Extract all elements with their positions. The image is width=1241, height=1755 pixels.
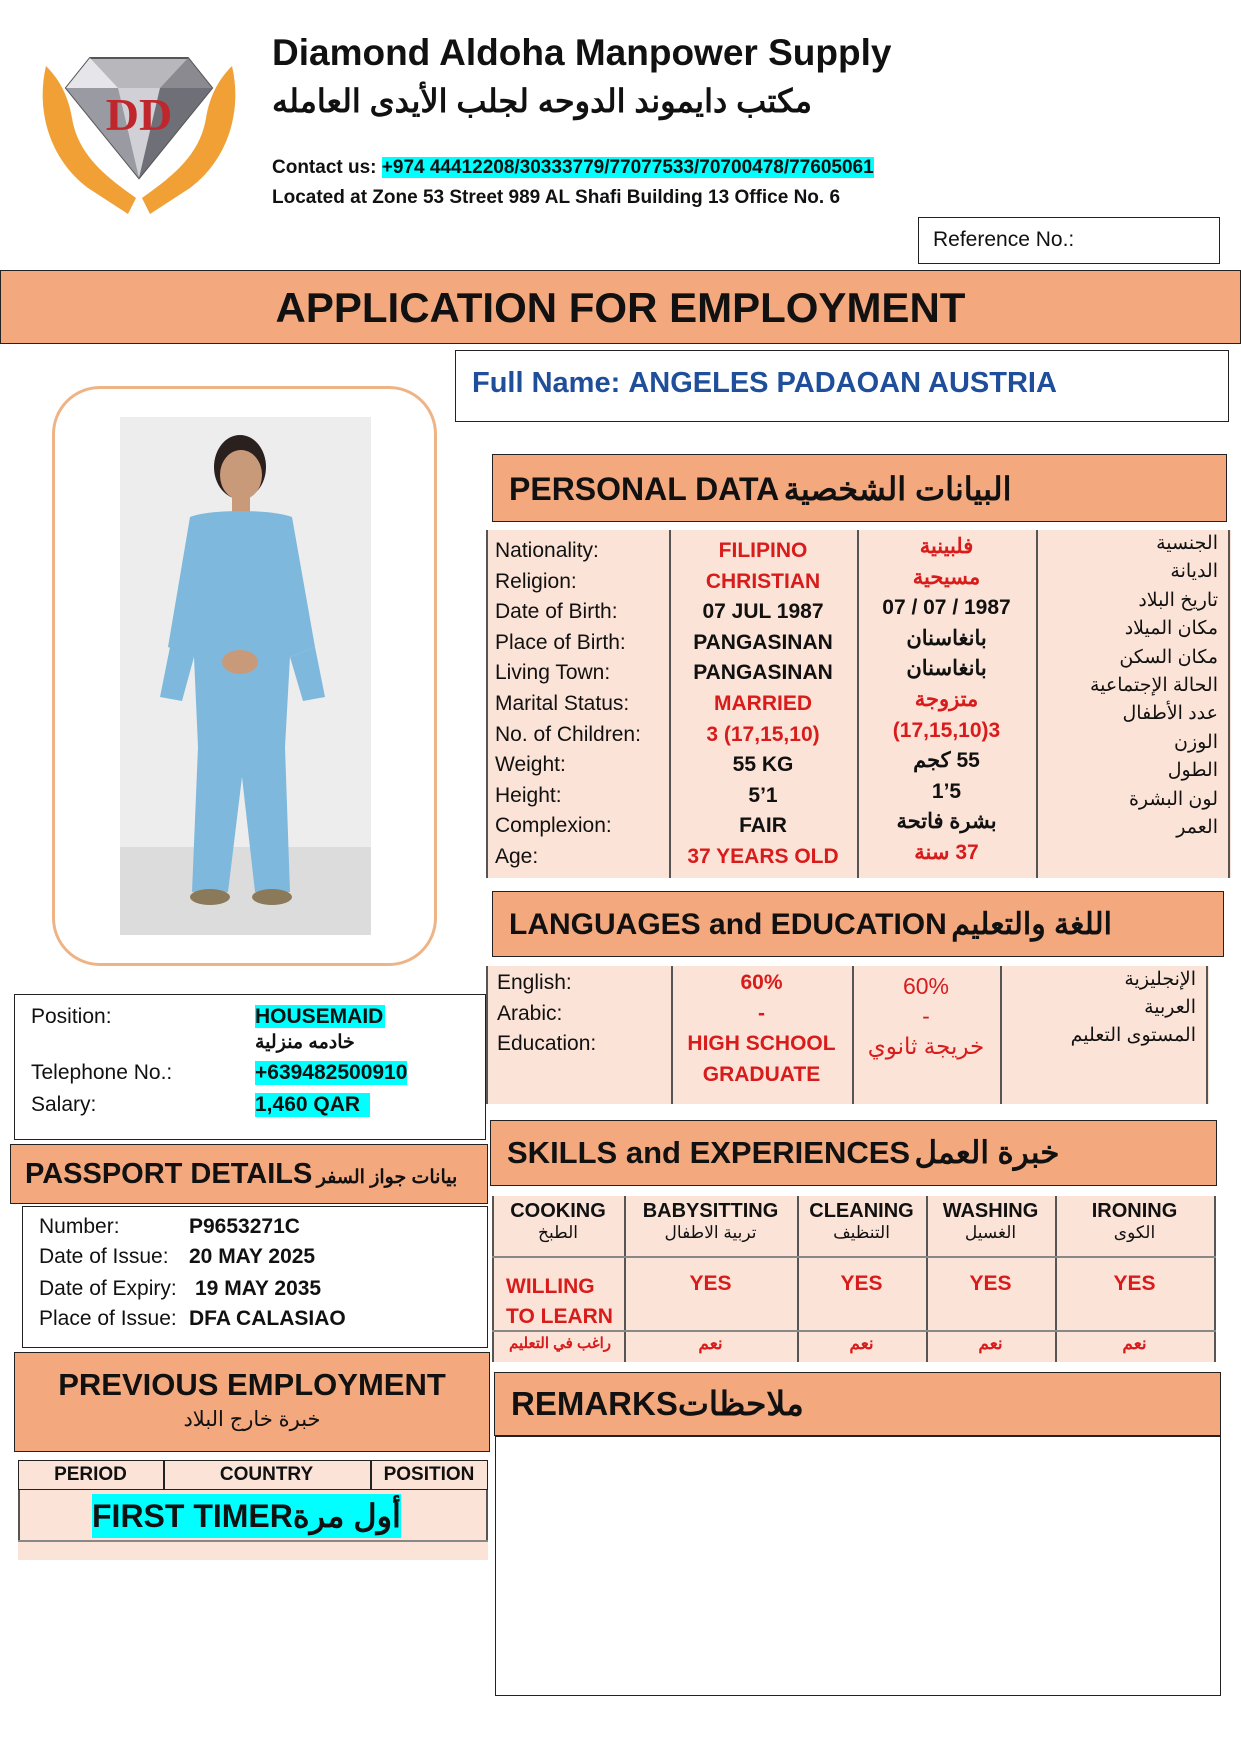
value-height: 5’1 (748, 783, 778, 807)
full-name-value: ANGELES PADAOAN AUSTRIA (628, 367, 1057, 399)
first-timer-value (92, 1494, 401, 1538)
value-ar-place-of-birth: بانغاسنان (906, 626, 987, 650)
skill-washing-en: WASHING (942, 1200, 1039, 1222)
header-position: POSITION (383, 1464, 475, 1485)
skill-ironing-ar: الكوى (1113, 1223, 1156, 1242)
label-nationality: Nationality: (495, 539, 599, 562)
language-values-en (671, 968, 852, 1090)
value-ar-height: 1’5 (931, 779, 962, 803)
full-name-box (455, 350, 1229, 422)
position-box (14, 994, 486, 1140)
skill-column-cleaning (797, 1200, 926, 1243)
skills-title-ar: خبرة العمل (914, 1135, 1060, 1170)
salary-label: Salary: (31, 1093, 97, 1116)
personal-values-en (669, 536, 857, 873)
personal-data-title-ar: البيانات الشخصية (783, 471, 1012, 507)
previous-employment-title-ar: خبرة خارج البلاد (183, 1408, 321, 1431)
value-ar-living-town: بانغاسنان (906, 657, 987, 681)
value-ar-weight: 55 كجم (913, 749, 980, 773)
remarks-header (494, 1372, 1221, 1436)
label-ar-complexion: لون البشرة (1128, 788, 1218, 810)
label-complexion: Complexion: (495, 814, 612, 838)
label-education: Education: (497, 1032, 597, 1056)
value-nationality: FILIPINO (718, 539, 808, 562)
value-weight: 55 KG (732, 753, 794, 777)
personal-labels-ar (1036, 530, 1218, 842)
value-arabic: - (758, 1001, 765, 1025)
language-labels-en (497, 968, 596, 1060)
label-ar-religion: الديانة (1170, 561, 1218, 583)
label-ar-age: العمر (1176, 816, 1218, 838)
skill-washing-value: YES (969, 1272, 1012, 1295)
header-country: COUNTRY (219, 1464, 314, 1485)
remarks-title-en: REMARKS (511, 1385, 678, 1422)
skill-column-ironing (1055, 1200, 1214, 1243)
passport-issue-label: Date of Issue: (39, 1245, 169, 1268)
skill-cooking-ar: الطبخ (538, 1223, 578, 1242)
label-ar-living-town: مكان السكن (1119, 646, 1218, 668)
label-ar-english: الإنجليزية (1124, 969, 1196, 990)
value-ar-complexion: بشرة فاتحة (896, 810, 997, 834)
skill-column-washing (926, 1200, 1055, 1243)
header-period: PERIOD (54, 1464, 127, 1485)
value-ar-age: 37 سنة (914, 840, 979, 864)
skill-cleaning-value-ar: نعم (849, 1334, 874, 1353)
skill-washing-ar: الغسيل (964, 1223, 1017, 1242)
value-living-town: PANGASINAN (693, 661, 833, 685)
application-title-bar (0, 270, 1241, 344)
passport-expiry-value: 19 MAY 2035 (195, 1277, 322, 1300)
logo-letters: DD (105, 89, 173, 140)
label-english: English: (497, 971, 572, 994)
skill-column-babysitting (624, 1200, 797, 1243)
skill-ironing-value: YES (1113, 1272, 1156, 1295)
value-ar-date-of-birth: 07 / 07 / 1987 (882, 596, 1011, 620)
label-weight: Weight: (495, 753, 566, 777)
label-place-of-birth: Place of Birth: (495, 630, 626, 654)
value-ar-religion: مسيحية (912, 565, 981, 589)
position-value-ar: خادمه منزلية (255, 1032, 355, 1053)
value-complexion: FAIR (739, 814, 787, 838)
label-religion: Religion: (495, 569, 577, 593)
label-ar-arabic: العربية (1144, 997, 1196, 1018)
skill-babysitting-en: BABYSITTING (642, 1200, 779, 1222)
value-education: HIGH SCHOOL GRADUATE (687, 1032, 836, 1086)
personal-values-ar (857, 532, 1036, 869)
languages-title-ar: اللغة والتعليم (951, 908, 1112, 941)
passport-place-value: DFA CALASIAO (189, 1307, 346, 1330)
skill-babysitting-value-ar: نعم (698, 1334, 723, 1353)
value-marital-status: MARRIED (714, 691, 812, 715)
label-ar-height: الطول (1167, 760, 1218, 782)
label-ar-children: عدد الأطفال (1122, 703, 1218, 725)
value-english: 60% (740, 971, 783, 994)
company-name-en: Diamond Aldoha Manpower Supply (272, 32, 892, 73)
skill-ironing-en: IRONING (1091, 1200, 1178, 1222)
remarks-box (495, 1436, 1221, 1696)
skill-babysitting-ar: تربية الاطفال (664, 1223, 757, 1242)
label-ar-date-of-birth: تاريخ البلاد (1138, 589, 1218, 611)
skill-cleaning-ar: التنظيف (833, 1223, 890, 1242)
page-title: APPLICATION FOR EMPLOYMENT (275, 284, 966, 331)
office-address: Located at Zone 53 Street 989 AL Shafi Building 13 Office No. 6 (272, 187, 841, 208)
skill-cooking-value: WILLING TO LEARN (506, 1275, 613, 1328)
previous-employment-table (18, 1460, 488, 1560)
languages-table (486, 966, 1209, 1104)
passport-title-ar: بيانات جواز السفر (316, 1167, 458, 1188)
label-living-town: Living Town: (495, 661, 611, 685)
telephone-value: +639482500910 (255, 1061, 408, 1084)
label-date-of-birth: Date of Birth: (495, 600, 618, 624)
label-age: Age: (495, 844, 539, 868)
label-children: No. of Children: (495, 722, 641, 746)
remarks-title-ar: ملاحظات (677, 1385, 804, 1422)
passport-title-en: PASSPORT DETAILS (25, 1158, 313, 1190)
full-name-label: Full Name: (472, 367, 621, 399)
applicant-photo (120, 417, 371, 935)
personal-labels-en (495, 536, 641, 873)
skill-cleaning-value: YES (840, 1272, 883, 1295)
personal-data-title-en: PERSONAL DATA (509, 471, 780, 507)
value-ar-english: 60% (902, 973, 950, 999)
skill-cooking-value-ar: راغب في التعليم (509, 1335, 611, 1352)
value-children: 3 (17,15,10) (706, 722, 820, 746)
languages-header (492, 891, 1224, 957)
personal-data-table (486, 530, 1231, 878)
label-ar-nationality: الجنسية (1156, 533, 1218, 554)
label-ar-weight: الوزن (1173, 731, 1218, 753)
skills-header (490, 1120, 1217, 1186)
value-ar-education: خريجة ثانوي (867, 1033, 985, 1059)
contact-label: Contact us: (272, 157, 377, 178)
reference-label: Reference No.: (933, 228, 1075, 251)
company-logo (28, 38, 250, 214)
first-timer-en: FIRST TIMER (92, 1498, 293, 1534)
passport-expiry-label: Date of Expiry: (39, 1277, 177, 1300)
value-date-of-birth: 07 JUL 1987 (702, 600, 824, 624)
value-ar-children: (17,15,10)3 (892, 718, 1001, 742)
language-values-ar (852, 970, 1000, 1062)
skills-table (492, 1196, 1216, 1362)
company-name-ar: مكتب دايموند الدوحه لجلب الأيدى العامله (272, 83, 812, 119)
passport-issue-value: 20 MAY 2025 (189, 1245, 316, 1268)
passport-number-label: Number: (39, 1215, 120, 1238)
telephone-label: Telephone No.: (31, 1061, 173, 1084)
languages-title-en: LANGUAGES and EDUCATION (509, 908, 947, 941)
value-religion: CHRISTIAN (705, 569, 821, 593)
previous-employment-header (14, 1352, 490, 1452)
passport-number-value: P9653271C (189, 1215, 300, 1238)
skill-cleaning-en: CLEANING (809, 1200, 914, 1222)
skills-title-en: SKILLS and EXPERIENCES (507, 1135, 911, 1170)
skill-ironing-value-ar: نعم (1122, 1334, 1147, 1353)
contact-numbers: +974 44412208/30333779/77077533/70700478/77605061 (381, 157, 874, 178)
passport-box (22, 1206, 488, 1348)
first-timer-ar: أول مرة (292, 1498, 401, 1534)
previous-employment-title-en: PREVIOUS EMPLOYMENT (58, 1367, 446, 1402)
position-value-en: HOUSEMAID (255, 1005, 384, 1028)
value-ar-nationality: فلبينية (919, 535, 974, 558)
language-labels-ar (1000, 966, 1196, 1050)
position-label: Position: (31, 1005, 112, 1028)
value-place-of-birth: PANGASINAN (693, 630, 833, 654)
value-ar-marital-status: متزوجة (914, 687, 979, 711)
passport-header (10, 1144, 488, 1204)
label-arabic: Arabic: (497, 1001, 563, 1025)
value-age: 37 YEARS OLD (687, 844, 839, 868)
skill-babysitting-value: YES (689, 1272, 732, 1295)
reference-box (918, 217, 1220, 264)
skill-column-cooking (492, 1200, 624, 1243)
contact-line (272, 157, 874, 179)
label-ar-place-of-birth: مكان الميلاد (1124, 618, 1218, 640)
personal-data-header (492, 454, 1227, 522)
label-ar-education: المستوى التعليم (1070, 1025, 1196, 1046)
skill-cooking-en: COOKING (510, 1200, 606, 1222)
passport-place-label: Place of Issue: (39, 1307, 177, 1330)
label-ar-marital-status: الحالة الإجتماعية (1090, 674, 1218, 696)
label-marital-status: Marital Status: (495, 691, 630, 715)
value-ar-arabic: - (922, 1003, 930, 1029)
skill-washing-value-ar: نعم (978, 1334, 1003, 1353)
position-value (255, 1005, 385, 1029)
salary-value: 1,460 QAR (255, 1093, 370, 1117)
label-height: Height: (495, 783, 562, 807)
